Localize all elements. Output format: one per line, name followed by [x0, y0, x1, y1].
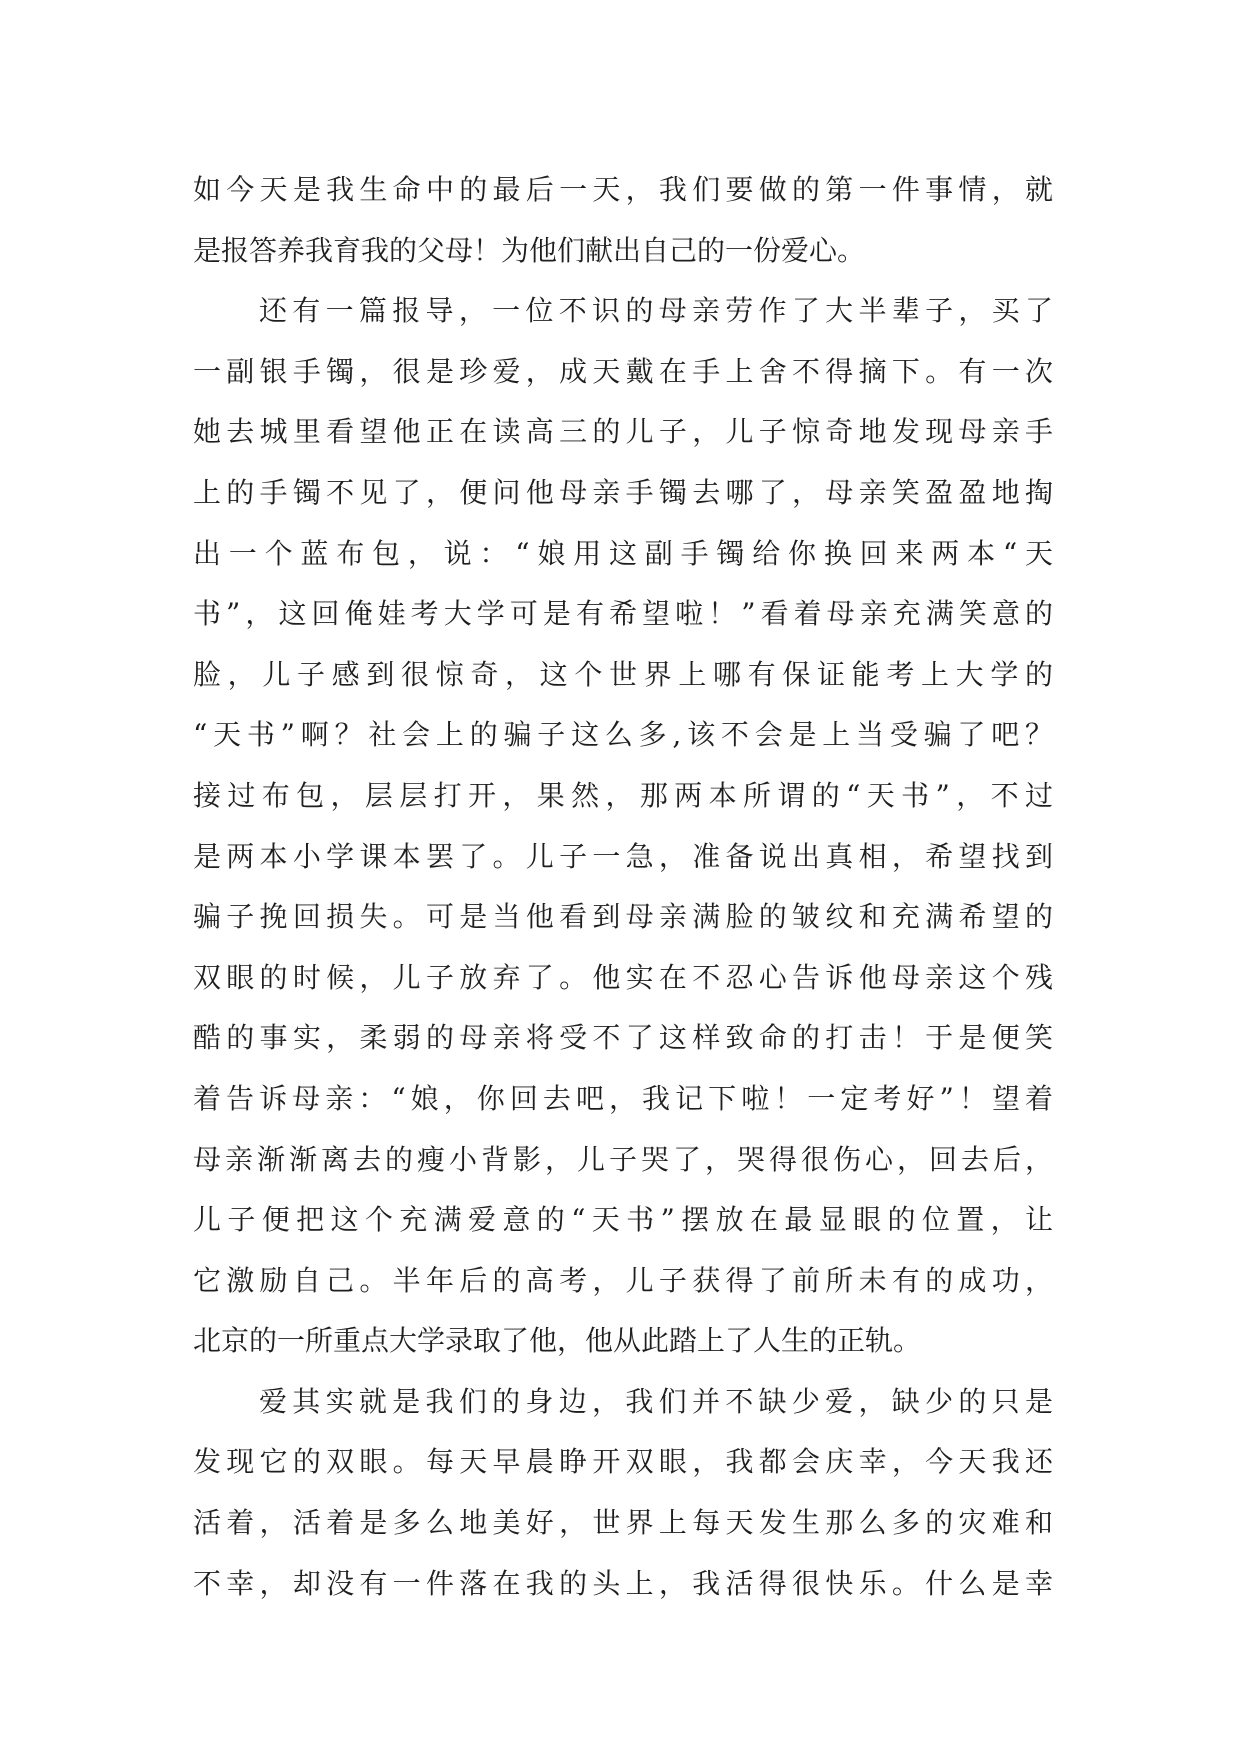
text-line: 发现它的双眼。每天早晨睁开双眼，我都会庆幸，今天我还	[193, 1445, 1053, 1479]
text-line: 活着，活着是多么地美好，世界上每天发生那么多的灾难和	[193, 1506, 1053, 1540]
text-line: 出一个蓝布包，说：“娘用这副手镯给你换回来两本“天	[193, 536, 1053, 570]
text-line: 如今天是我生命中的最后一天，我们要做的第一件事情，就	[193, 173, 1053, 206]
text-line: “天书”啊？社会上的骗子这么多,该不会是上当受骗了吧？	[193, 718, 1053, 752]
text-line: 一副银手镯，很是珍爱，成天戴在手上舍不得摘下。有一次	[193, 354, 1053, 388]
body-text	[193, 160, 1053, 1614]
text-line: 双眼的时候，儿子放弃了。他实在不忍心告诉他母亲这个残	[193, 960, 1053, 994]
text-line: 上的手镯不见了，便问他母亲手镯去哪了，母亲笑盈盈地掏	[193, 475, 1053, 509]
paragraph-start-line: 还有一篇报导，一位不识的母亲劳作了大半辈子，买了	[259, 294, 1053, 328]
text-line: 是报答养我育我的父母！为他们献出自己的一份爱心。	[193, 233, 866, 267]
text-line: 它激励自己。半年后的高考，儿子获得了前所未有的成功，	[193, 1263, 1053, 1297]
text-line: 她去城里看望他正在读高三的儿子，儿子惊奇地发现母亲手	[193, 415, 1053, 449]
text-line: 母亲渐渐离去的瘦小背影，儿子哭了，哭得很伤心，回去后，	[193, 1142, 1053, 1176]
text-line: 接过布包，层层打开，果然，那两本所谓的“天书”，不过	[193, 778, 1053, 812]
text-line: 酷的事实，柔弱的母亲将受不了这样致命的打击！于是便笑	[193, 1021, 1053, 1055]
text-line: 儿子便把这个充满爱意的“天书”摆放在最显眼的位置，让	[193, 1203, 1053, 1237]
text-line: 不幸，却没有一件落在我的头上，我活得很快乐。什么是幸	[193, 1566, 1053, 1600]
text-line: 书”，这回俺娃考大学可是有希望啦！”看着母亲充满笑意的	[193, 597, 1053, 631]
paragraph-start-line: 爱其实就是我们的身边，我们并不缺少爱，缺少的只是	[259, 1384, 1053, 1418]
text-line: 着告诉母亲：“娘，你回去吧，我记下啦！一定考好”！望着	[193, 1081, 1053, 1115]
text-line: 北京的一所重点大学录取了他，他从此踏上了人生的正轨。	[193, 1324, 922, 1358]
text-line: 是两本小学课本罢了。儿子一急，准备说出真相，希望找到	[193, 839, 1053, 873]
text-line: 骗子挽回损失。可是当他看到母亲满脸的皱纹和充满希望的	[193, 900, 1053, 934]
text-line: 脸，儿子感到很惊奇，这个世界上哪有保证能考上大学的	[193, 657, 1053, 691]
